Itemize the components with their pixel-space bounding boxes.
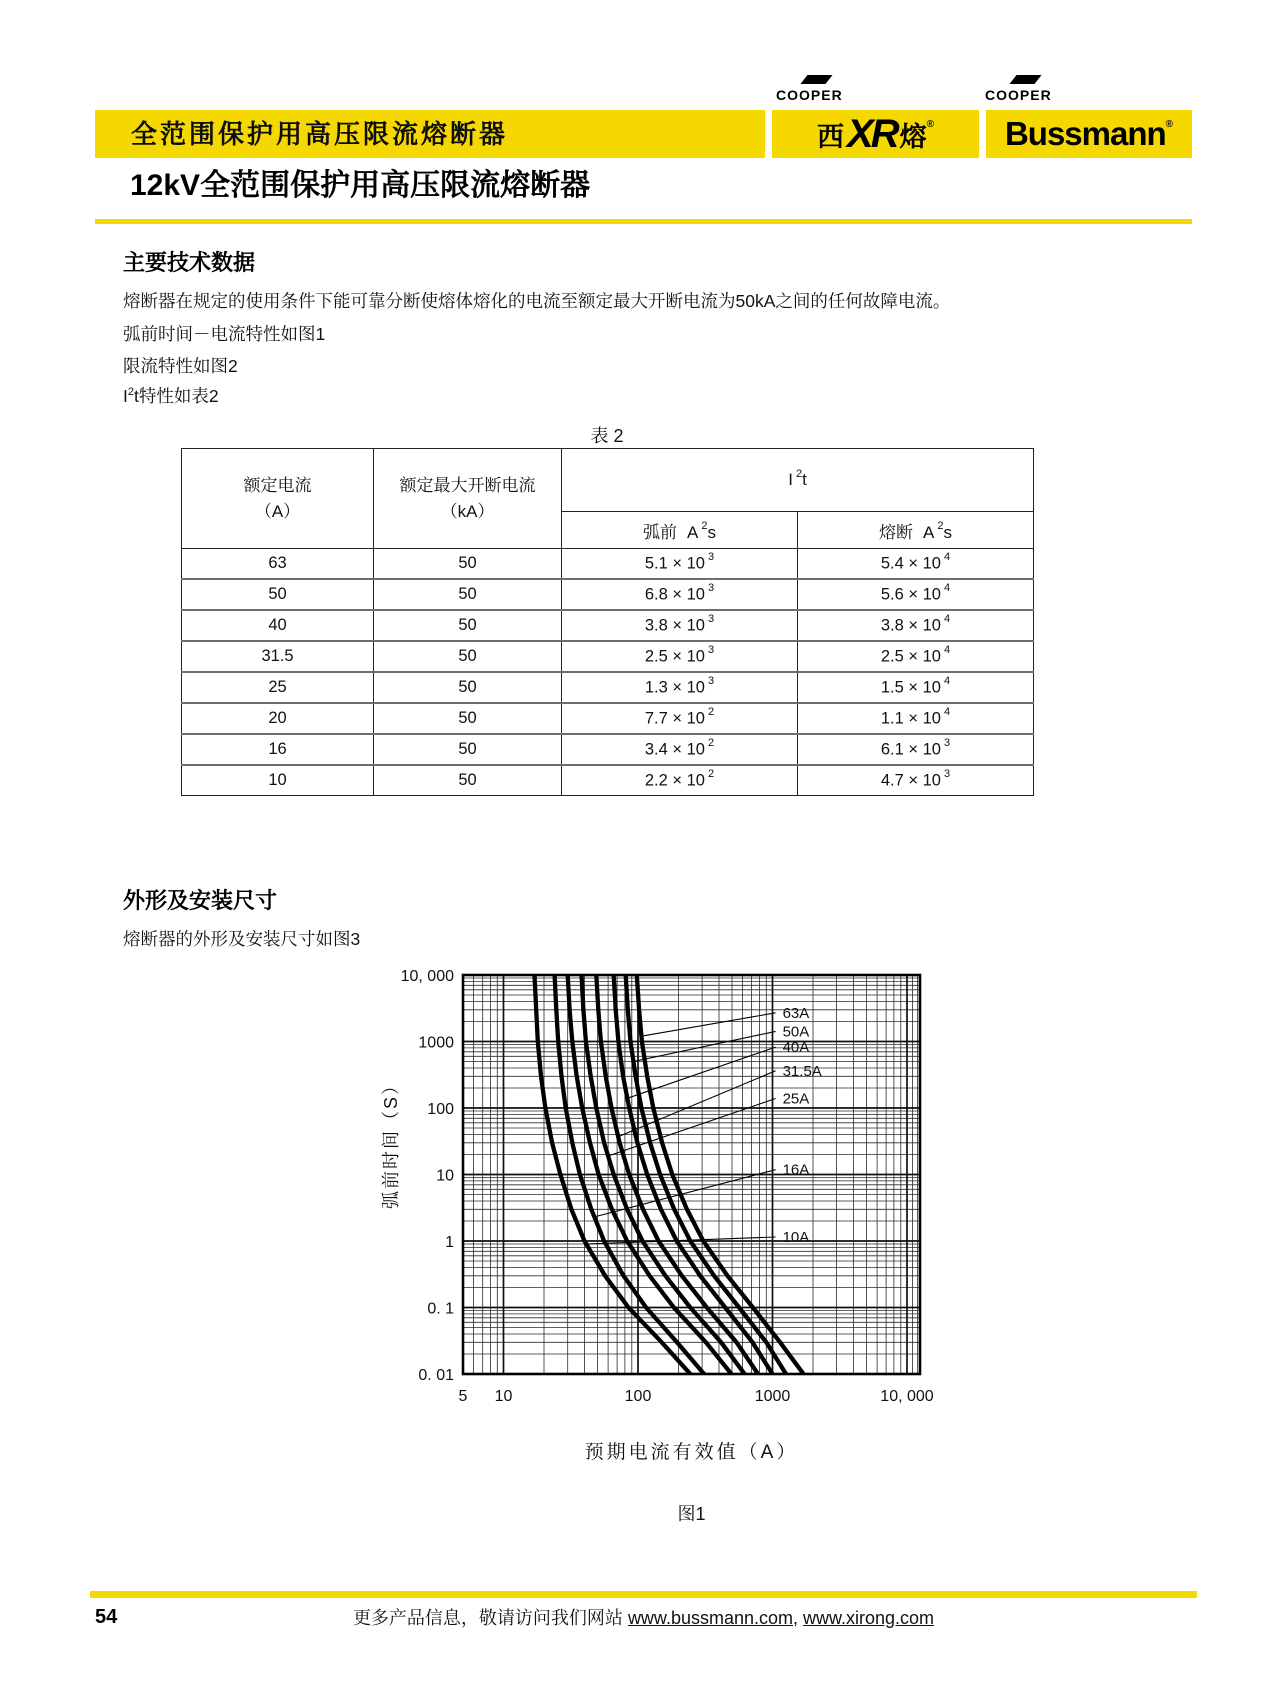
footer-link-xirong[interactable]: www.xirong.com (803, 1608, 935, 1628)
rated-current-cell: 63 (182, 549, 374, 580)
melting-i2t-cell: 2.5 × 10 $^4$ (798, 641, 1034, 672)
col-header-melting: 熔断 A $^2$s (798, 512, 1034, 549)
curve-label-25A: 25A (782, 1090, 810, 1108)
xirong-logo (772, 110, 979, 158)
breaking-current-cell: 50 (374, 549, 562, 580)
rated-current-cell: 40 (182, 610, 374, 641)
cooper-flag-icon (800, 75, 832, 84)
figure-caption: 图1 (677, 1504, 706, 1524)
prearcing-i2t-cell: 7.7 × 10 $^2$ (562, 703, 798, 734)
registered-mark: ® (1165, 118, 1174, 130)
y-tick-label: 0. 01 (418, 1367, 454, 1384)
breaking-current-cell: 50 (374, 641, 562, 672)
breaking-current-cell: 50 (374, 734, 562, 765)
y-tick-label: 0. 1 (427, 1300, 454, 1318)
curve-label-10A: 10A (782, 1229, 810, 1246)
prearcing-i2t-cell: 2.5 × 10 $^3$ (562, 641, 798, 672)
melting-i2t-cell: 1.1 × 10 $^4$ (798, 703, 1034, 734)
prearcing-i2t-cell: 3.4 × 10 $^2$ (562, 734, 798, 765)
tech-line-fig1: 弧前时间－电流特性如图1 (123, 324, 326, 344)
cooper-flag-icon (1009, 75, 1041, 84)
xirong-logo-xr: XR (847, 111, 897, 156)
curve-label-16A: 16A (782, 1161, 810, 1179)
dimensions-line: 熔断器的外形及安装尺寸如图3 (123, 929, 361, 949)
prearcing-i2t-cell: 3.8 × 10 $^3$ (562, 610, 798, 641)
table-row (182, 765, 1034, 796)
banner-title: 全范围保护用高压限流熔断器 (131, 119, 509, 149)
melting-i2t-cell: 3.8 × 10 $^4$ (798, 610, 1034, 641)
section-heading-dimensions: 外形及安装尺寸 (123, 888, 278, 913)
y-tick-label: 1 (445, 1234, 454, 1251)
prearcing-i2t-cell: 6.8 × 10 $^3$ (562, 579, 798, 610)
figure-1-chart (340, 935, 980, 1410)
tech-line-i2t: $I^2t$特性如表2 (123, 386, 219, 406)
cooper-wordmark: COOPER (985, 87, 1052, 103)
cooper-logo-bussmann (985, 74, 1065, 108)
table-row (182, 703, 1034, 734)
table-row (182, 549, 1034, 580)
prearcing-i2t-cell: 1.3 × 10 $^3$ (562, 672, 798, 703)
curve-label-31.5A: 31.5A (782, 1062, 822, 1080)
chart-y-axis-label: 弧前时间（S） (381, 1075, 401, 1210)
x-tick-label: 100 (624, 1388, 652, 1405)
tech-paragraph: 熔断器在规定的使用条件下能可靠分断使熔体熔化的电流至额定最大开断电流为50kA之间的任何故障电流。 (123, 291, 951, 311)
table-row (182, 610, 1034, 641)
leader-line-50A (633, 1031, 775, 1061)
x-tick-label: 10 (494, 1388, 513, 1405)
breaking-current-cell: 50 (374, 703, 562, 734)
curve-label-40A: 40A (782, 1039, 810, 1057)
table-caption: 表 2 (590, 426, 624, 446)
x-tick-label: 1000 (754, 1388, 791, 1405)
table-row (182, 734, 1034, 765)
rated-current-cell: 50 (182, 579, 374, 610)
col-header-prearcing: 弧前 A $^2$s (562, 512, 798, 549)
melting-i2t-cell: 5.4 × 10 $^4$ (798, 549, 1034, 580)
page-title: 12kV全范围保护用高压限流熔断器 (130, 169, 591, 202)
cooper-logo-xirong (776, 74, 856, 108)
table-row (182, 641, 1034, 672)
prearcing-i2t-cell: 2.2 × 10 $^2$ (562, 765, 798, 796)
time-current-curves-svg (340, 935, 980, 1410)
bussmann-wordmark: Bussmann (1004, 115, 1166, 152)
y-tick-label: 100 (427, 1101, 454, 1118)
melting-i2t-cell: 5.6 × 10 $^4$ (798, 579, 1034, 610)
melting-i2t-cell: 6.1 × 10 $^3$ (798, 734, 1034, 765)
melting-i2t-cell: 4.7 × 10 $^3$ (798, 765, 1034, 796)
leader-line-40A (627, 1047, 775, 1098)
rated-current-cell: 16 (182, 734, 374, 765)
breaking-current-cell: 50 (374, 579, 562, 610)
col-header-breaking-current: 额定最大开断电流 （kA） (374, 449, 562, 549)
title-underline (95, 219, 1192, 224)
rated-current-cell: 10 (182, 765, 374, 796)
xirong-logo-left-char: 西 (817, 121, 845, 152)
leader-line-63A (642, 1013, 776, 1036)
section-heading-tech-data: 主要技术数据 (123, 250, 256, 275)
breaking-current-cell: 50 (374, 672, 562, 703)
y-tick-label: 10 (436, 1167, 454, 1185)
melting-i2t-cell: 1.5 × 10 $^4$ (798, 672, 1034, 703)
bussmann-logo (986, 110, 1192, 158)
table-row (182, 672, 1034, 703)
y-tick-label: 10, 000 (400, 968, 454, 985)
rated-current-cell: 31.5 (182, 641, 374, 672)
chart-x-axis-label: 预期电流有效值（A） (584, 1442, 799, 1463)
table-row (182, 579, 1034, 610)
registered-mark: ® (926, 118, 934, 130)
breaking-current-cell: 50 (374, 765, 562, 796)
curve-label-63A: 63A (782, 1004, 810, 1022)
col-header-rated-current: 额定电流 （A） (182, 449, 374, 549)
logo-divider (765, 108, 772, 160)
x-tick-label: 10, 000 (880, 1388, 934, 1405)
x-tick-label: 5 (458, 1388, 468, 1405)
footer-rule (90, 1591, 1197, 1598)
prearcing-i2t-cell: 5.1 × 10 $^3$ (562, 549, 798, 580)
footer-separator: , (793, 1608, 804, 1628)
footer-link-bussmann[interactable]: www.bussmann.com (627, 1608, 793, 1628)
logo-divider (979, 108, 986, 160)
footer-message: 更多产品信息，敬请访问我们网站 (352, 1608, 628, 1628)
breaking-current-cell: 50 (374, 610, 562, 641)
footer-text (180, 1604, 1107, 1630)
tech-line-fig2: 限流特性如图2 (123, 356, 238, 376)
curve-label-50A: 50A (782, 1023, 810, 1041)
rated-current-cell: 25 (182, 672, 374, 703)
rated-current-cell: 20 (182, 703, 374, 734)
page-number: 54 (95, 1606, 118, 1628)
cooper-wordmark: COOPER (776, 87, 843, 103)
i2t-characteristics-table (181, 448, 1034, 796)
xirong-logo-right-char: 熔 (899, 121, 927, 152)
y-tick-label: 1000 (418, 1034, 454, 1052)
col-header-i2t: I $^2$t (562, 449, 1034, 512)
